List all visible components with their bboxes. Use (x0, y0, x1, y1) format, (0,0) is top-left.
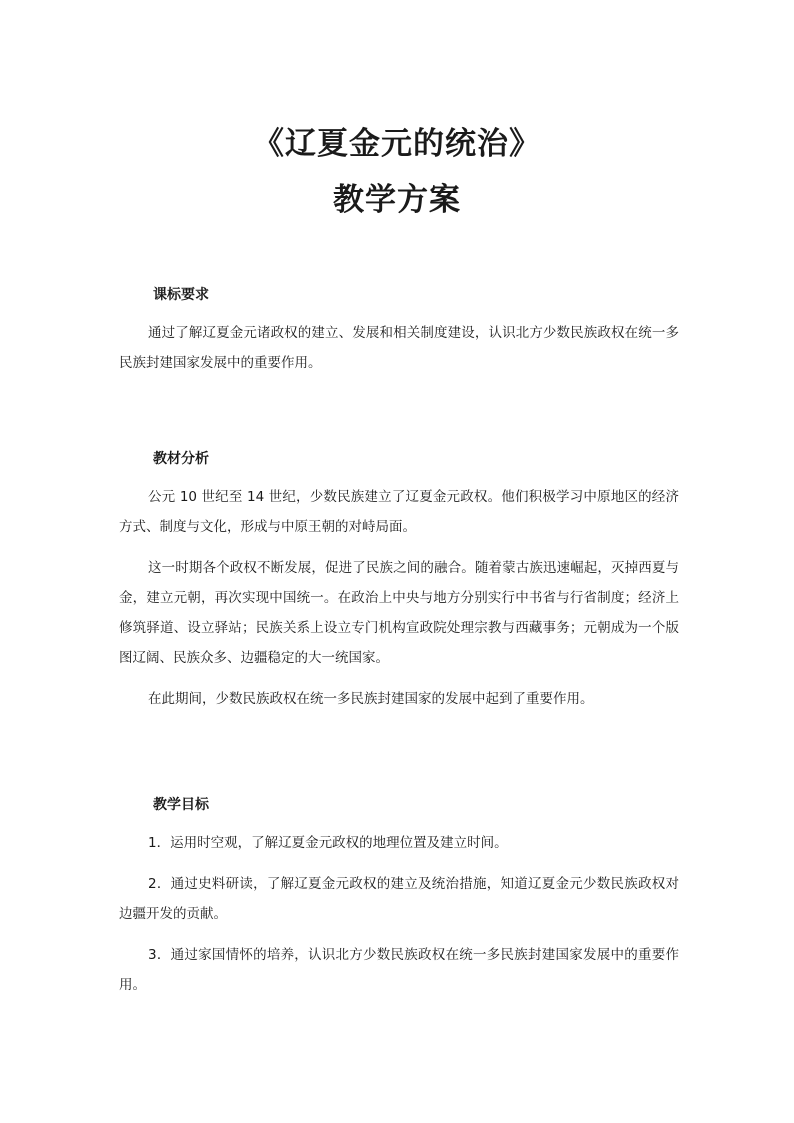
objective-item: 2．通过史料研读，了解辽夏金元政权的建立及统治措施，知道辽夏金元少数民族政权对边疆开发的贡献。 (119, 876, 679, 922)
document-subtitle: 教学方案 (333, 182, 461, 218)
document-title: 《辽夏金元的统治》 (253, 126, 541, 162)
objective-item: 1．运用时空观，了解辽夏金元政权的地理位置及建立时间。 (148, 835, 508, 851)
paragraph: 通过了解辽夏金元诸政权的建立、发展和相关制度建设，认识北方少数民族政权在统一多民族封建国家发展中的重要作用。 (119, 325, 679, 371)
section-heading: 教材分析 (153, 451, 209, 467)
section-curriculum-requirements (119, 285, 679, 378)
section-heading: 课标要求 (153, 287, 209, 303)
objective-item: 3．通过家国情怀的培养，认识北方少数民族政权在统一多民族封建国家发展中的重要作用。 (119, 947, 679, 993)
paragraph: 在此期间，少数民族政权在统一多民族封建国家的发展中起到了重要作用。 (148, 691, 594, 707)
section-heading: 教学目标 (153, 797, 209, 813)
section-teaching-objectives (119, 795, 679, 1000)
paragraph: 这一时期各个政权不断发展，促进了民族之间的融合。随着蒙古族迅速崛起，灭掉西夏与金，建立元朝，再次实现中国统一。在政治上中央与地方分别实行中书省与行省制度；经济上修筑驿道、设立驿站；民族关系上设立专门机构宣政院处理宗教与西藏事务；元朝成为一个版图辽阔、民族众多、边疆稳定的大一统国家。 (119, 560, 679, 666)
paragraph: 公元 10 世纪至 14 世纪，少数民族建立了辽夏金元政权。他们积极学习中原地区的经济方式、制度与文化，形成与中原王朝的对峙局面。 (119, 489, 679, 535)
section-textbook-analysis (119, 449, 679, 714)
